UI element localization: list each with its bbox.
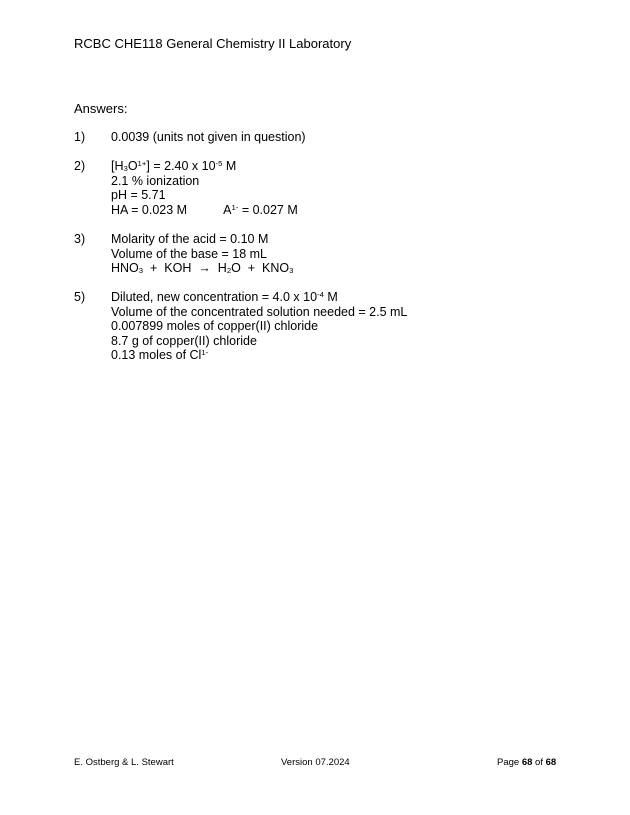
equilibrium-concentrations: HA = 0.023 M $A^{1-} = 0.027$ M bbox=[111, 202, 298, 217]
acid-molarity: Molarity of the acid = 0.10 M bbox=[111, 232, 269, 246]
moles-chloride: 0.13 moles of $Cl^{1-}$ bbox=[111, 348, 209, 363]
percent-ionization: 2.1 % ionization bbox=[111, 173, 200, 188]
footer-version: Version 07.2024 bbox=[281, 757, 350, 768]
chemical-equation: $HNO_3$ + KOH → $H_2O + KNO_3$ bbox=[111, 261, 294, 276]
footer-authors: E. Ostberg & L. Stewart bbox=[74, 757, 174, 768]
answer-number: 3) bbox=[74, 232, 86, 246]
moles-copper-chloride: 0.007899 moles of copper(II) chloride bbox=[111, 319, 319, 334]
footer-page-number: Page 68 of 68 bbox=[497, 757, 557, 768]
grams-copper-chloride: 8.7 g of copper(II) chloride bbox=[111, 333, 257, 348]
hydronium-concentration: $[H_3O^{1+}] = 2.40$ x $10^{-5}$ M bbox=[111, 158, 237, 174]
answer-number: 2) bbox=[74, 159, 86, 173]
diluted-concentration: Diluted, new concentration = 4.0 x $10^{-4}$ M bbox=[111, 289, 338, 304]
answer-number: 1) bbox=[74, 130, 86, 144]
reaction-arrow-icon: → bbox=[198, 261, 211, 276]
page-header: RCBC CHE118 General Chemistry II Laboratory bbox=[74, 36, 352, 51]
concentrated-volume: Volume of the concentrated solution needed = 2.5 mL bbox=[111, 304, 408, 319]
ph-value: pH = 5.71 bbox=[111, 188, 166, 203]
base-volume: Volume of the base = 18 mL bbox=[111, 246, 268, 261]
answer-line: 0.0039 (units not given in question) bbox=[111, 130, 306, 144]
answers-heading: Answers: bbox=[74, 101, 128, 116]
answer-number: 5) bbox=[74, 290, 86, 304]
